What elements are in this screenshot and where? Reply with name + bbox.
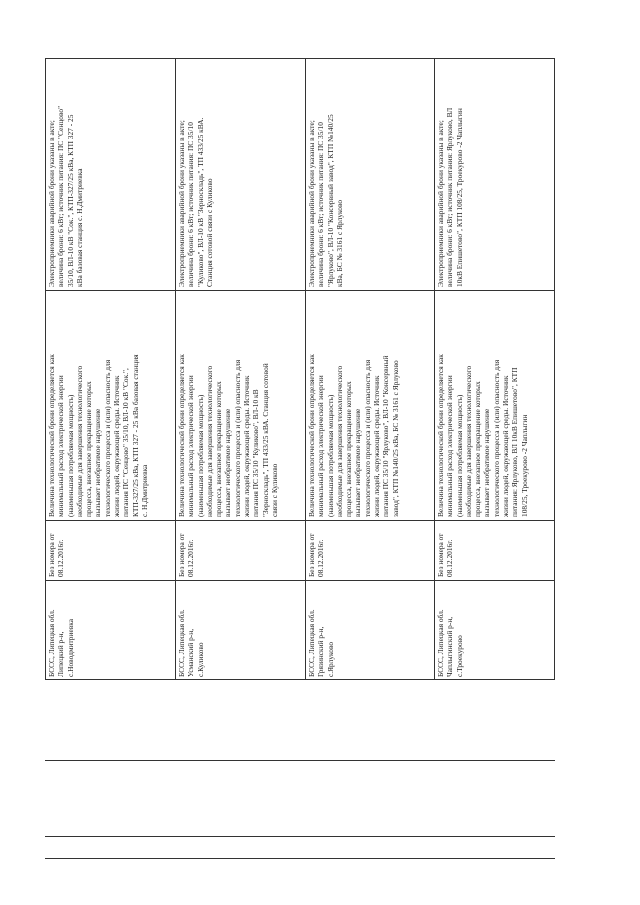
row-3-act: Без номера от 08.12.2016г. <box>307 533 326 577</box>
row-3-criterion: Величина технологической брони определяется как минимальный расход электрической энергии (наименьшая потребляемая мощность) необходимые для завершения технологического процесса, внезапное прекращение которых вызывает необратимое нарушение технологического процесса и (или) опасность для жизни людей, окружающей среды. Источник питания ПС 35/10 "Ярлуково", ВЛ-10 "Консервный завод", КТП №140/25 кВа, БС № 3161 с Ярлуково <box>307 354 400 517</box>
row-3-bron: Электроприемники аварийной брони указаны в акте; величина брони: 6 кВт; источник питания: ПС 35/10 "Ярлуково", ВЛ-10 "Консервный завод", КТП №140/25 кВа, БС № 3161 с Ярлуково <box>307 114 344 287</box>
row-2-place: БССС, Липецкая обл. Усманский р-н, с.Куликово <box>177 609 205 677</box>
row-4-place: БССС, Липецкая обл. Чаплыгинский р-н, с.Троекурово <box>436 609 464 677</box>
row-4-criterion: Величина технологической брони определяется как минимальный расход электрической энергии (наименьшая потребляемая мощность) необходимые для завершения технологического процесса, внезапное прекращение которых вызывает необратимое нарушение технологического процесса и (или) опасность для жизни людей, окружающей среды. Источник питания: Ярлуково, ВЛ 10кВ Епишетово", КТП 108/25, Троекурово -2 Чаплыгин <box>436 354 529 517</box>
row-1-act: Без номера от 08.12.2016г. <box>47 533 66 577</box>
row-3-place: БССС, Липецкая обл. Грязинский р-н, с.Ярлуково <box>307 609 335 677</box>
row-1-criterion: Величина технологической брони определяется как минимальный расход электрической энергии (наименьшая потребляемая мощность) необходимые для завершения технологического процесса, внезапное прекращение которых вызывает необратимое нарушение технологического процесса и (или) опасность для жизни людей, окружающей среды. Источник питания ПС "Сенцово" 35/10, ВЛ-10 кВ "Сок.", КТП-327/25 кВа, КТП 327 - 25 кВа базовая станция с. Н.Дмитриевка <box>47 354 149 517</box>
row-2-criterion: Величина технологической брони определяется как минимальный расход электрической энергии (наименьшая потребляемая мощность) необходимые для завершения технологического процесса, внезапное прекращение которых вызывает необратимое нарушение технологического процесса и (или) опасность для жизни людей, окружающей среды. Источник питания ПС 35/10 "Куликово", ВЛ-10 кВ "Зерноскладь", ТП 433/25 кВА. Станция сотовой связи с Куликово <box>177 354 279 517</box>
row-2-act: Без номера от 08.12.2016г. <box>177 533 196 577</box>
footer-rule <box>45 760 555 761</box>
row-1-place: БССС, Липецкая обл. Липецкий р-н, с.Новодмитриевка <box>47 609 75 677</box>
row-4-act: Без номера от 08.12.2016г. <box>436 533 455 577</box>
row-1-bron: Электроприемники аварийной брони указаны в акте; величина брони: 6 кВт; источник питания: ПС "Сенцово" 35/10, ВЛ-10 кВ "Сок.", КТП-327/25 кВа, КТП 327 - 25 кВа базовая станция с. Н.Дмитриевка <box>47 105 84 287</box>
footer-rule <box>45 836 555 837</box>
row-4-bron: Электроприемники аварийной брони указаны в акте; величина брони: 6 кВт; источник питания: Ярлуково, ВЛ 10кВ Епишетово", КТП 108/25, Троекурово -2 Чаплыгин <box>436 107 464 287</box>
row-2-bron: Электроприемники аварийной брони указаны в акте; величина брони: 6 кВт; источник питания: ПС 35/10 "Куликово", ВЛ-10 кВ "Зерноскладь", ТП 433/25 кВА. Станция сотовой связи с Куликово <box>177 117 214 287</box>
footer-rule <box>45 858 555 859</box>
